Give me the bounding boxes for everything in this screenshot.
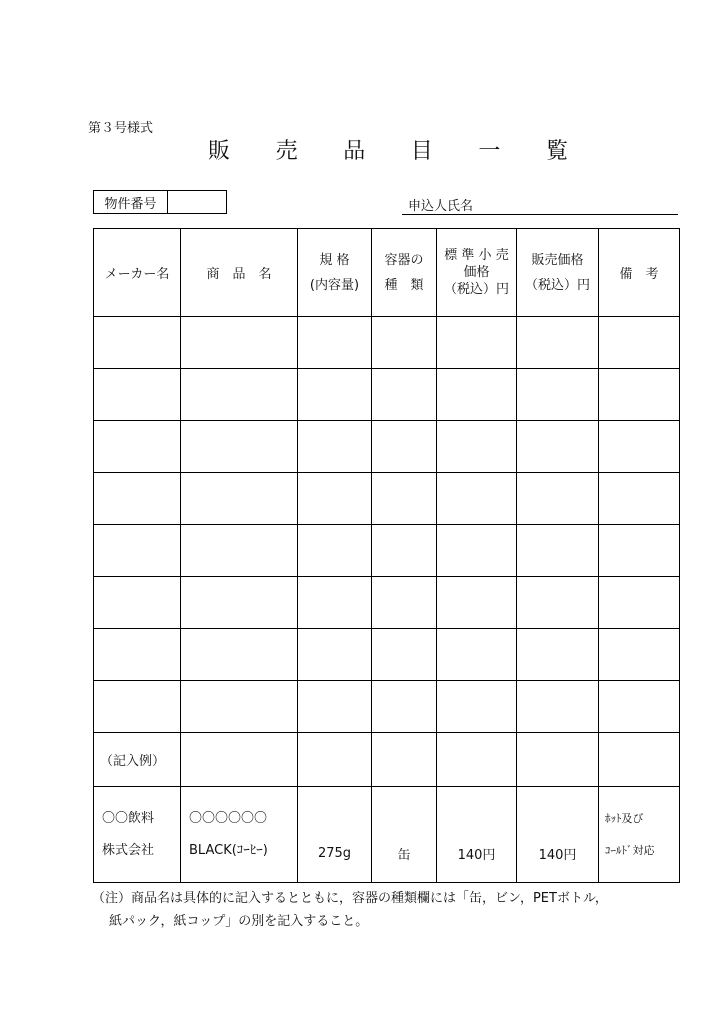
example-label-row — [94, 733, 680, 787]
property-number-label: 物件番号 — [94, 191, 168, 213]
table-row — [94, 577, 680, 629]
title-char: 売 — [275, 139, 298, 164]
header-product: 商 品 名 — [181, 229, 298, 317]
title-char: 販 — [208, 139, 231, 164]
header-std-price-line2: 価格 — [463, 265, 490, 280]
example-maker-line2: 株式会社 — [102, 843, 155, 858]
product-list-table — [93, 228, 680, 883]
header-sale-price-line1: 販売価格 — [531, 252, 584, 268]
property-number-field[interactable] — [168, 191, 226, 213]
example-remarks — [599, 787, 680, 883]
table-row — [94, 525, 680, 577]
example-remarks-line1: ﾎｯﾄ及び — [605, 812, 644, 825]
table-row — [94, 421, 680, 473]
footnote-line1: （注）商品名は具体的に記入するとともに，容器の種類欄には「缶，ビン，PETボトル， — [92, 891, 608, 906]
table-row — [94, 629, 680, 681]
header-sale-price-line2: （税込）円 — [524, 277, 590, 293]
header-std-price — [437, 229, 517, 317]
header-spec-line1: 規 格 — [319, 252, 350, 268]
header-sale-price — [517, 229, 599, 317]
title-char: 目 — [410, 139, 433, 164]
example-spec: 275g — [298, 787, 372, 883]
form-number: 第３号様式 — [88, 121, 154, 136]
example-maker-line1: 〇〇飲料 — [102, 811, 155, 826]
header-container — [372, 229, 437, 317]
example-label: （記入例） — [94, 733, 181, 787]
header-container-line1: 容器の — [384, 252, 424, 268]
example-container: 缶 — [372, 787, 437, 883]
property-number-box — [93, 190, 227, 214]
title-char: 一 — [478, 139, 501, 164]
example-remarks-line2: ｺｰﾙﾄﾞ対応 — [605, 844, 655, 857]
example-maker — [94, 787, 181, 883]
example-sale-price: 140円 — [517, 787, 599, 883]
footnote-line2: 紙パック，紙コップ」の別を記入すること。 — [109, 914, 369, 929]
table-row — [94, 681, 680, 733]
header-std-price-line3: （税込）円 — [443, 282, 509, 297]
table-row — [94, 473, 680, 525]
example-product-line1: 〇〇〇〇〇〇 — [189, 811, 268, 826]
applicant-name-field[interactable] — [402, 214, 678, 215]
table-row — [94, 369, 680, 421]
example-row — [94, 787, 680, 883]
table-header-row — [94, 229, 680, 317]
page-title — [208, 134, 568, 165]
header-remarks: 備 考 — [599, 229, 680, 317]
example-product-line2: BLACK(ｺｰﾋｰ) — [189, 843, 268, 858]
header-std-price-line1: 標 準 小 売 — [444, 248, 509, 263]
footnote — [92, 887, 682, 933]
header-spec — [298, 229, 372, 317]
title-char: 覧 — [545, 139, 568, 164]
title-char: 品 — [343, 139, 366, 164]
applicant-name-label: 申込人氏名 — [408, 199, 474, 214]
table-row — [94, 317, 680, 369]
header-spec-line2: (内容量) — [309, 277, 360, 293]
header-container-line2: 種 類 — [384, 277, 424, 293]
example-product — [181, 787, 298, 883]
example-std-price: 140円 — [437, 787, 517, 883]
header-maker: メーカー名 — [94, 229, 181, 317]
